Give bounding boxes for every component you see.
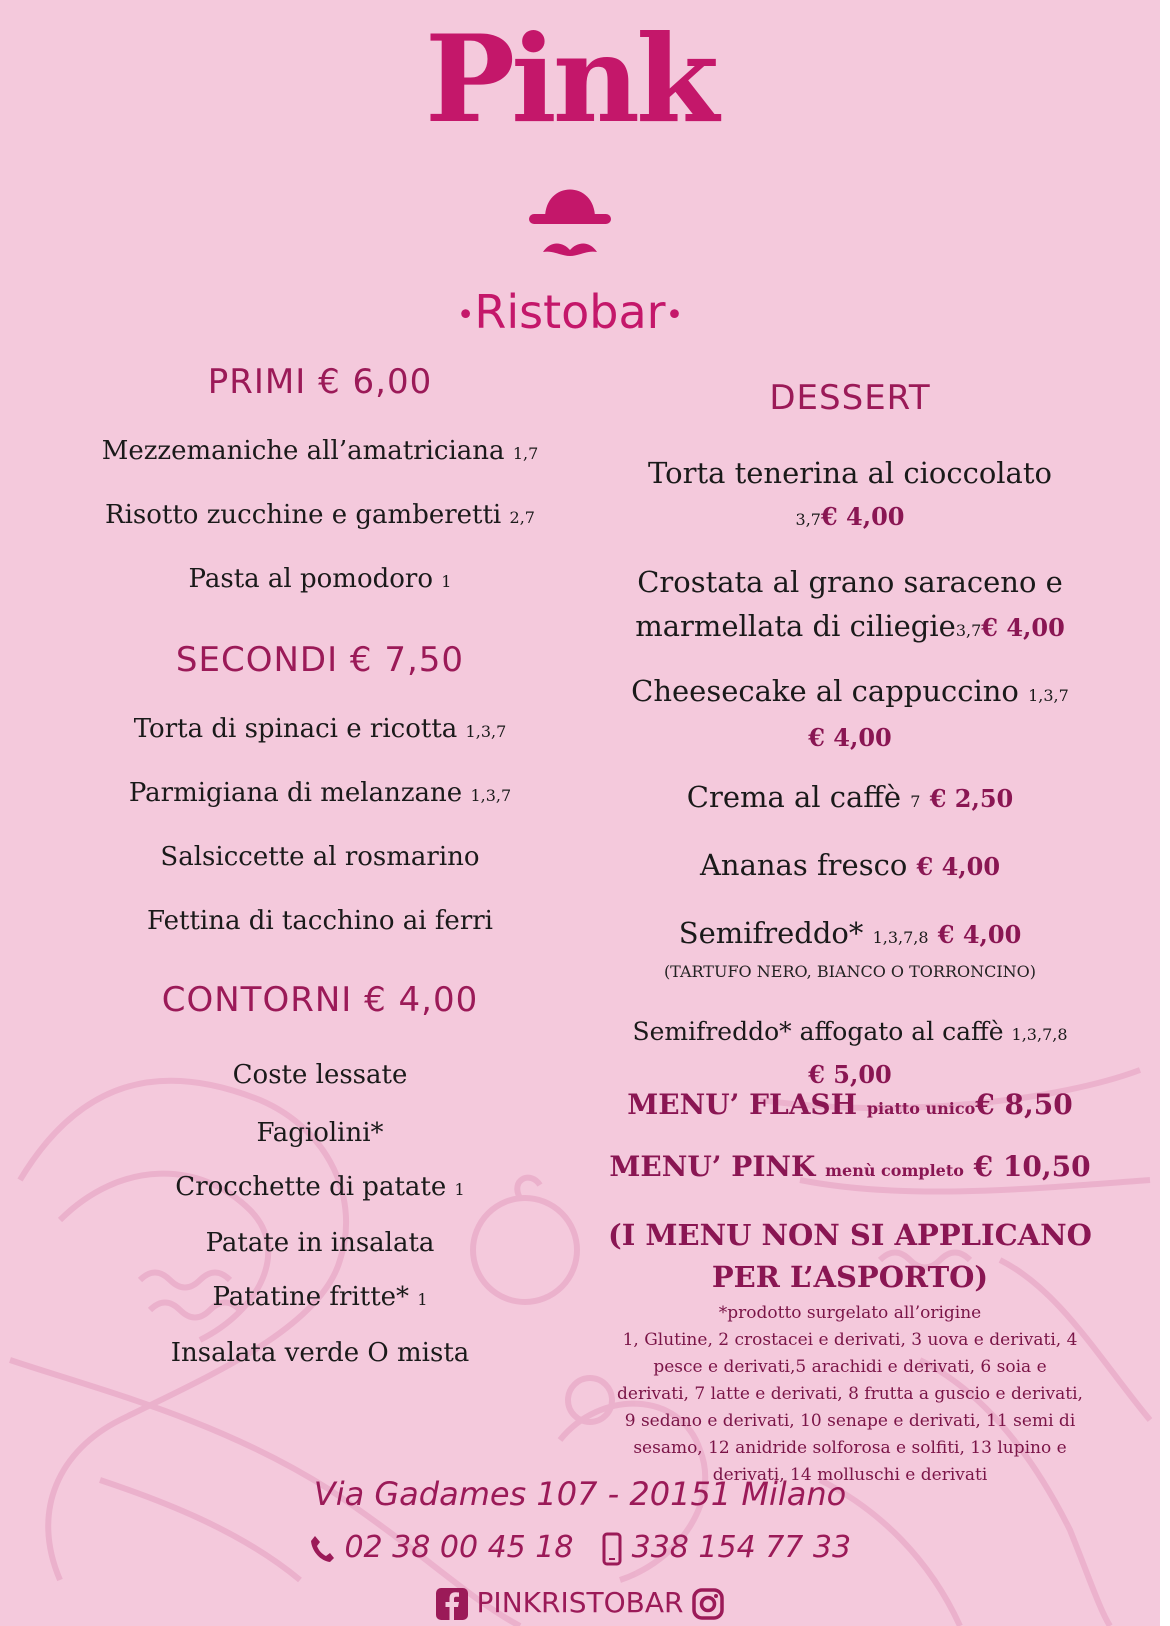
dessert-item: Crema al caffè 7 € 2,50 (686, 780, 1014, 814)
menu-item: Coste lessate (232, 1060, 408, 1090)
facebook-icon (436, 1588, 468, 1620)
primi-heading: PRIMI € 6,00 (207, 362, 433, 402)
dessert-item: Semifreddo* affogato al caffè 1,3,7,8 € 5,00 (632, 1017, 1068, 1089)
brand-subtitle-text: Ristobar (474, 285, 666, 339)
mobile-number: 338 154 77 33 (631, 1530, 852, 1565)
menu-item: Insalata verde O mista (170, 1338, 470, 1368)
allergen-legend: *prodotto surgelato all’origine 1, Glutine, 2 crostacei e derivati, 3 uova e derivati, 4 pesce e derivati,5 arachidi e derivati, 6 soia e derivati, 7 latte e derivati, 8 frutta a guscio e derivati, 9 sedano e derivati, 10 senape e derivati, 11 semi di sesamo, 12 anidride solforosa e solfiti, 13 lupino e derivati, 14 molluschi e derivati (600, 1300, 1100, 1489)
menu-item: Risotto zucchine e gamberetti 2,7 (105, 500, 535, 530)
dessert-heading: DESSERT (769, 378, 931, 418)
menu-item: Fettina di tacchino ai ferri (146, 906, 493, 936)
secondi-heading: SECONDI € 7,50 (175, 640, 465, 680)
frozen-note: *prodotto surgelato all’origine (718, 1303, 982, 1323)
contacts (230, 1530, 930, 1566)
bowler-hat-mustache-icon (525, 170, 615, 270)
mobile-phone-icon (602, 1532, 622, 1566)
dessert-item: Crostata al grano saraceno e marmellata di ciliegie3,7€ 4,00 (635, 565, 1065, 643)
dessert-item: Cheesecake al cappuccino 1,3,7 € 4,00 (631, 674, 1069, 752)
dessert-item: Semifreddo* 1,3,7,8 € 4,00 (678, 916, 1022, 950)
takeaway-disclaimer: (I MENU NON SI APPLICANO PER L’ASPORTO) (608, 1218, 1092, 1294)
menu-item: Salsiccette al rosmarino (160, 842, 480, 872)
menu-item: Parmigiana di melanzane 1,3,7 (128, 778, 512, 808)
instagram-icon (692, 1588, 724, 1620)
dessert-item: Ananas fresco € 4,00 (699, 848, 1001, 882)
dessert-item: Torta tenerina al cioccolato 3,7€ 4,00 (648, 456, 1052, 531)
contorni-heading: CONTORNI € 4,00 (161, 980, 479, 1020)
menu-item: Fagiolini* (256, 1118, 384, 1148)
phone-icon (309, 1534, 335, 1564)
menu-item: Crocchette di patate 1 (175, 1172, 465, 1202)
menu-item: Patatine fritte* 1 (212, 1282, 428, 1312)
semifreddo-flavours-note: (TARTUFO NERO, BIANCO O TORRONCINO) (663, 962, 1037, 981)
menu-pink-line: MENU’ PINK menù completo € 10,50 (609, 1150, 1091, 1183)
menu-item: Mezzemaniche all’amatriciana 1,7 (101, 436, 539, 466)
menu-item: Torta di spinaci e ricotta 1,3,7 (133, 714, 507, 744)
menu-item: Pasta al pomodoro 1 (188, 564, 452, 594)
brand-logo-text: Pink (424, 9, 716, 150)
social-handle-text: PINKRISTOBAR (476, 1586, 684, 1619)
menu-flash-line: MENU’ FLASH piatto unico€ 8,50 (627, 1088, 1073, 1121)
page-edge (1160, 0, 1170, 1626)
address: Via Gadames 107 - 20151 Milano (313, 1475, 847, 1513)
menu-item: Patate in insalata (205, 1228, 435, 1258)
social-handle (330, 1586, 830, 1620)
phone-number: 02 38 00 45 18 (344, 1530, 574, 1565)
brand-subtitle: •Ristobar• (456, 285, 684, 339)
